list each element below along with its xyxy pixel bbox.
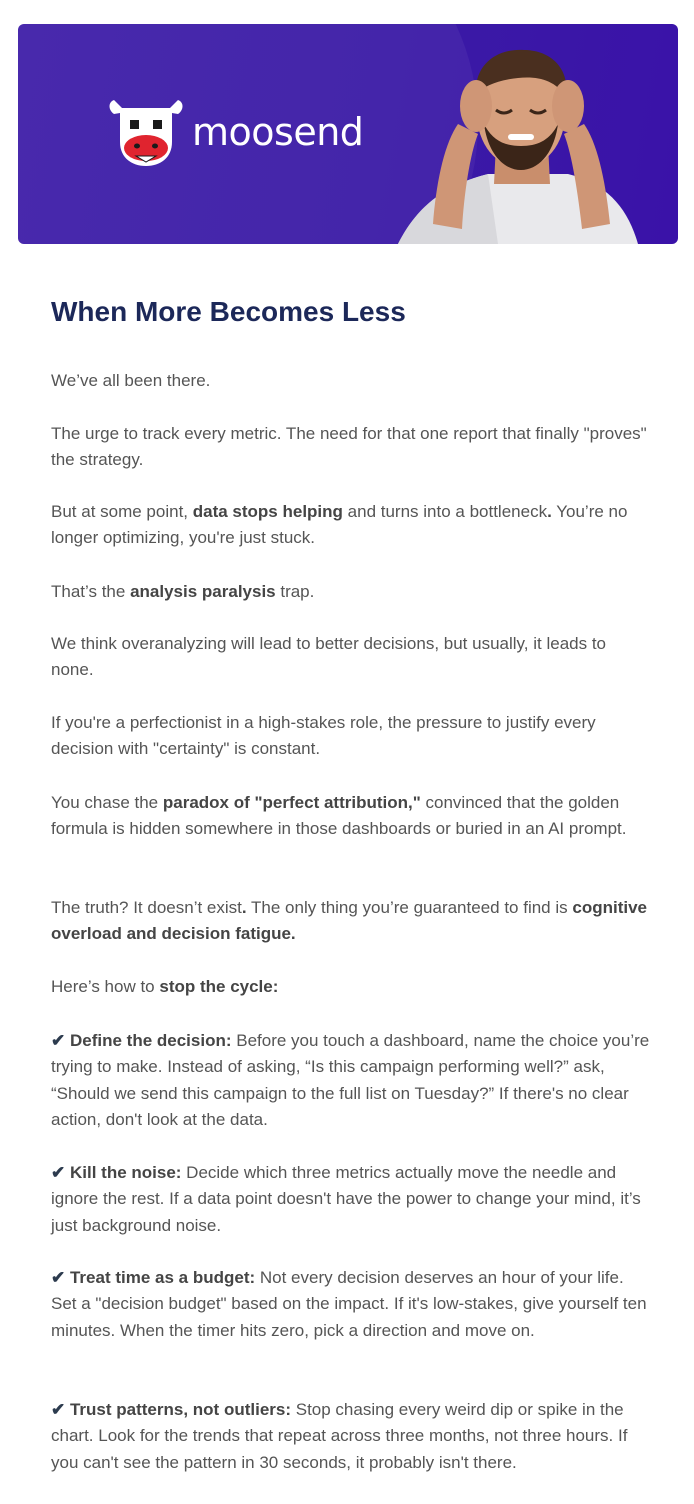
paragraph-bold: analysis paralysis <box>130 582 276 601</box>
paragraph <box>51 579 651 605</box>
paragraph-text: trap. <box>275 582 315 601</box>
tip-item <box>51 1265 651 1344</box>
checkmark-icon: ✔ <box>51 1268 66 1287</box>
paragraph-text: You chase the <box>51 793 163 812</box>
paragraph <box>51 710 651 763</box>
tip-item <box>51 1160 651 1239</box>
checkmark-icon: ✔ <box>51 1400 66 1419</box>
paragraph-bold: . <box>241 898 247 917</box>
tip-text: Stop chasing every weird dip or spike in the chart. Look for the trends that repeat across three months, not three hours. If you can't see the pattern in 30 seconds, it probably isn't there. <box>51 1400 628 1472</box>
paragraph-bold: stop the cycle: <box>159 977 279 996</box>
paragraph-text: But at some point, <box>51 502 193 521</box>
moosend-logo[interactable] <box>106 96 363 168</box>
tip-text: Decide which three metrics actually move the needle and ignore the rest. If a data point doesn't have the power to change your mind, it’s just background noise. <box>51 1163 641 1235</box>
paragraph-text: and turns into a bottleneck <box>342 502 548 521</box>
paragraph-text: The truth? It doesn’t exist <box>51 898 242 917</box>
paragraph-bold: data stops helping <box>192 502 343 521</box>
tip-heading: Kill the noise: <box>69 1163 182 1182</box>
hero-banner <box>18 24 678 244</box>
tip-item <box>51 1397 651 1476</box>
paragraph-text: We’ve all been there. <box>51 371 211 390</box>
tip-heading: Trust patterns, not outliers: <box>69 1400 292 1419</box>
paragraph <box>51 895 651 948</box>
paragraph <box>51 974 651 1000</box>
paragraph-bold: . <box>547 502 552 521</box>
logo-wordmark: moosend <box>192 110 364 154</box>
tip-item <box>51 1028 651 1133</box>
paragraph-text: We think overanalyzing will lead to better decisions, but usually, it leads to none. <box>51 634 606 680</box>
paragraph-text: The urge to track every metric. The need for that one report that finally "proves" the strategy. <box>51 424 647 470</box>
checkmark-icon: ✔ <box>51 1031 66 1050</box>
paragraph <box>51 499 651 552</box>
tip-heading: Define the decision: <box>69 1031 232 1050</box>
paragraph-text: Here’s how to <box>51 977 160 996</box>
paragraph <box>51 421 651 474</box>
stressed-man-illustration <box>378 24 678 244</box>
article-title: When More Becomes Less <box>51 296 406 327</box>
paragraph-text: convinced that the golden formula is hidden somewhere in those dashboards or buried in an AI prompt. <box>51 793 627 839</box>
tip-text: Not every decision deserves an hour of your life. Set a "decision budget" based on the impact. If it's low-stakes, give yourself ten minutes. When the timer hits zero, pick a direction and move on. <box>51 1268 647 1340</box>
cow-face-icon <box>106 96 186 168</box>
paragraph-text: If you're a perfectionist in a high-stakes role, the pressure to justify every decision with "certainty" is constant. <box>51 713 596 759</box>
paragraph-text: That’s the <box>51 582 131 601</box>
tip-heading: Treat time as a budget: <box>69 1268 256 1287</box>
paragraph <box>51 631 651 684</box>
paragraph-bold: cognitive overload and decision fatigue. <box>51 898 647 944</box>
paragraph-text: The only thing you’re guaranteed to find is <box>246 898 573 917</box>
checkmark-icon: ✔ <box>51 1163 66 1182</box>
paragraph <box>51 790 651 843</box>
paragraph <box>51 368 651 394</box>
paragraph-bold: paradox of "perfect attribution," <box>162 793 421 812</box>
paragraph-text: You’re no longer optimizing, you're just stuck. <box>51 502 628 548</box>
tip-text: Before you touch a dashboard, name the choice you’re trying to make. Instead of asking, “Is this campaign performing well?” ask, “Should we send this campaign to the full list on Tuesday?” If there's no clear action, don't look at the data. <box>51 1031 650 1129</box>
